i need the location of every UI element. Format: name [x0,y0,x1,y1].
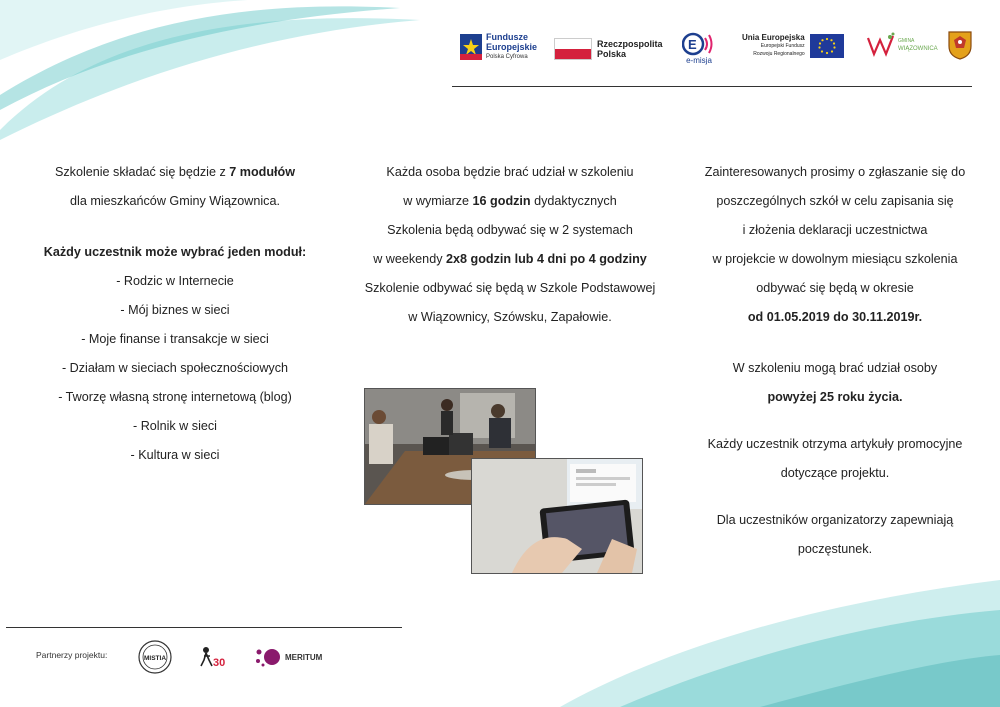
top-wave-decoration [0,0,520,140]
fe-title: Fundusze [486,32,528,42]
enroll-dates: od 01.05.2019 do 30.11.2019r. [747,310,923,324]
e-misja-logo [682,32,716,65]
gmina-wv-icon [866,32,896,58]
unia-europejska-logo [742,34,844,58]
footer-divider [6,627,402,628]
module-item: - Tworzę własną stronę internetową (blog) [58,390,292,404]
gmina-prefix: GMINA [898,38,915,44]
rp-title: Rzeczpospolita [597,39,663,49]
svg-text:E: E [688,37,697,52]
badge-30-text: 30 [213,657,226,669]
eu-flag-icon [810,34,844,58]
modules-heading: Każdy uczestnik może wybrać jeden moduł: [43,245,307,259]
coat-of-arms-logo [947,30,973,60]
promo-line-1: Każdy uczestnik otrzyma artykuły promocyjne [707,437,963,451]
enroll-line-4: w projekcie w dowolnym miesiącu szkolenia [712,252,958,266]
eligibility-age: powyżej 25 roku życia. [767,390,903,404]
fe-sub: Polska Cyfrowa [486,54,528,60]
promo-line-2: dotyczące projektu. [780,466,890,480]
bottom-wave-decoration [560,560,1000,707]
enroll-line-5: odbywać się będą w okresie [756,281,914,295]
header-divider [452,86,972,87]
schedule-line-4: w weekendy 2x8 godzin lub 4 dni po 4 godziny [373,252,647,266]
enroll-line-3: i złożenia deklaracji uczestnictwa [742,223,928,237]
schedule-line-3: Szkolenia będą odbywać się w 2 systemach [387,223,633,237]
gmina-name: WIĄZOWNICA [898,46,938,52]
module-item: - Rodzic w Internecie [116,274,234,288]
tablet-photo [471,458,643,574]
intro-line-2: dla mieszkańców Gminy Wiązownica. [70,194,280,208]
gmina-wiazownica-logo [866,32,938,58]
module-item: - Moje finanse i transakcje w sieci [81,332,269,346]
ue-title: Unia Europejska [742,33,805,42]
meritum-label: MERITUM [285,652,323,662]
enrollment-column [700,158,970,564]
schedule-line-2: w wymiarze 16 godzin dydaktycznych [403,194,617,208]
sponsor-logos-bar [456,26,976,76]
e-misja-label: e-misja [686,56,712,65]
fe-title2: Europejskie [486,42,538,52]
coat-of-arms-icon [947,30,973,60]
module-item: - Działam w sieciach społecznościowych [61,361,289,375]
fe-star-icon [460,34,482,60]
rp-title2: Polska [597,49,627,59]
module-item: - Kultura w sieci [130,448,220,462]
fundusze-europejskie-logo [460,32,537,62]
catering-line-1: Dla uczestników organizatorzy zapewniają [716,513,954,527]
schedule-line-1: Każda osoba będzie brać udział w szkoleniu [386,165,634,179]
schedule-line-5: Szkolenie odbywać się będą w Szkole Podstawowej [364,281,656,295]
schedule-column [340,158,680,332]
eligibility-line: W szkoleniu mogą brać udział osoby [732,361,938,375]
mistia-logo [138,640,172,679]
enroll-line-1: Zainteresowanych prosimy o zgłaszanie się do [704,165,966,179]
e-misja-signal-icon [682,32,716,56]
intro-line: Szkolenie składać się będzie z 7 modułów [54,165,296,179]
meritum-logo [254,646,322,668]
rzeczpospolita-logo [554,38,663,60]
polish-flag-icon [554,38,592,60]
mistia-text: MISTIA [143,655,167,662]
modules-column [20,158,330,470]
schedule-line-6: w Wiązownicy, Szówsku, Zapałowie. [408,310,612,324]
enroll-line-2: poszczególnych szkół w celu zapisania się [716,194,954,208]
ue-sub1: Europejski Fundusz [760,43,805,49]
catering-line-2: poczęstunek. [797,542,873,556]
ue-sub2: Rozwoju Regionalnego [753,51,805,57]
partners-label: Partnerzy projektu: [36,650,108,660]
module-item: - Rolnik w sieci [133,419,217,433]
fundacja-30-logo [200,644,230,675]
module-item: - Mój biznes w sieci [120,303,230,317]
meritum-dots-icon [254,646,284,668]
